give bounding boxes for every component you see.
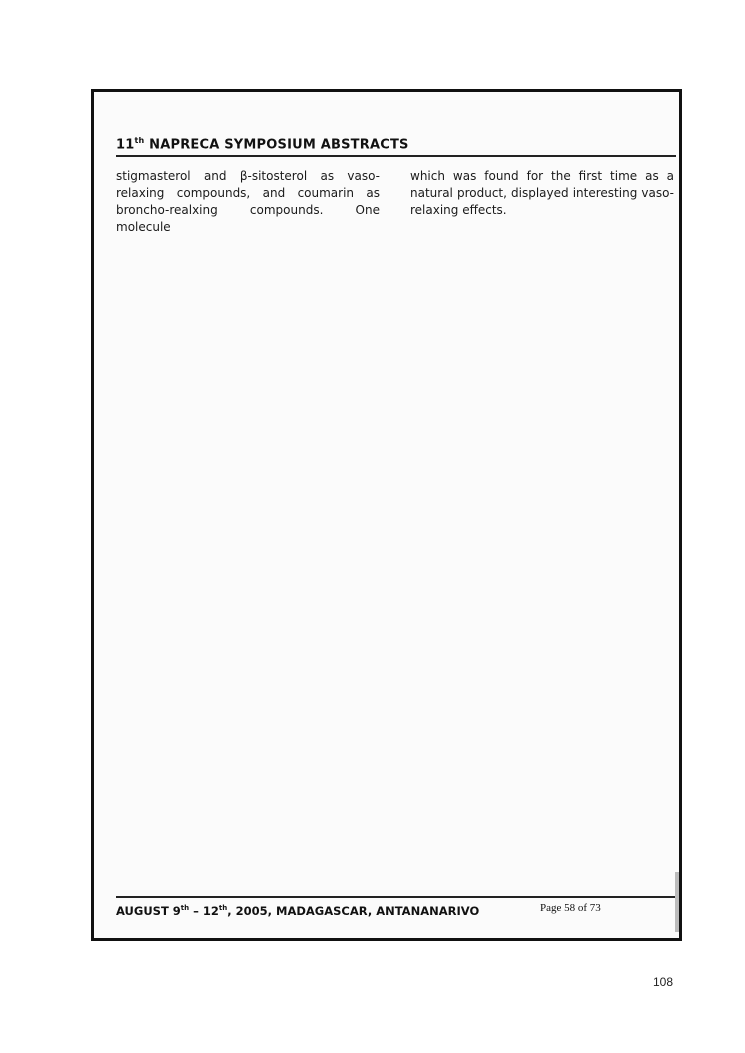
scanned-abstract-page <box>91 89 682 941</box>
left-text-column: stigmasterol and β-sitosterol as vaso-relaxing compounds, and coumarin as broncho-realxing compounds. One molecule <box>116 169 380 234</box>
footer-location: , 2005, MADAGASCAR, ANTANANARIVO <box>227 904 480 918</box>
page-header <box>116 136 676 157</box>
header-ordinal: th <box>134 136 145 145</box>
scan-edge-shadow <box>675 872 679 932</box>
right-text-column: which was found for the first time as a natural product, displayed interesting vaso-relaxing effects. <box>410 169 674 217</box>
footer-page-of: Page 58 of 73 <box>540 902 601 914</box>
footer-date-end: – 12 <box>189 904 219 918</box>
header-title: NAPRECA SYMPOSIUM ABSTRACTS <box>149 137 409 153</box>
footer-date-ordinal-1: th <box>180 904 190 913</box>
footer-divider <box>116 896 676 898</box>
footer-date-start: AUGUST 9 <box>116 904 181 918</box>
footer-event-date <box>116 904 479 918</box>
header-number: 11 <box>116 137 135 153</box>
footer-date-ordinal-2: th <box>218 904 228 913</box>
document-page-number: 108 <box>652 975 673 989</box>
